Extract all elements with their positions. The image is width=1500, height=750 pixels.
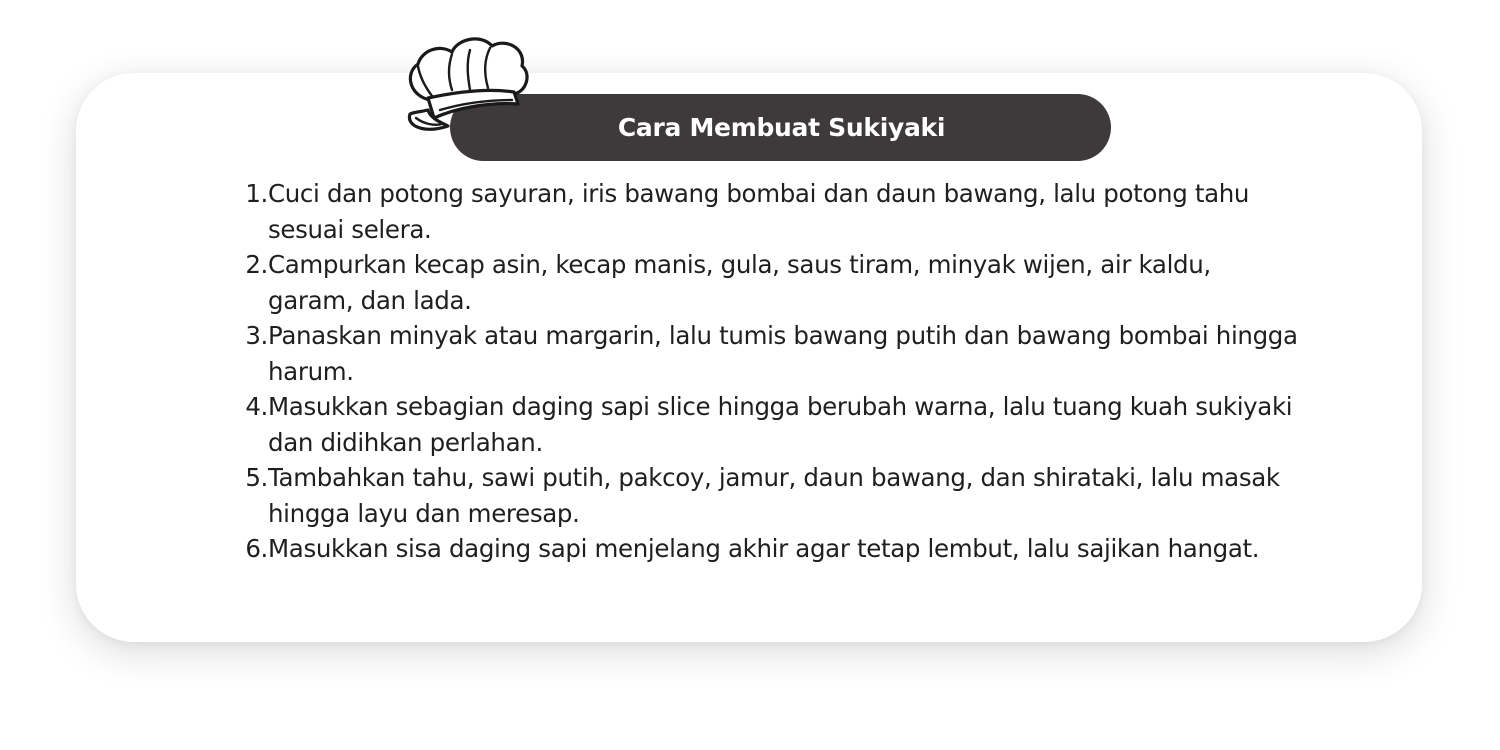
step-text: Tambahkan tahu, sawi putih, pakcoy, jamur, daun bawang, dan shirataki, lalu masak hingga layu dan meresap.: [268, 463, 1280, 528]
step-number: 5.: [245, 463, 268, 492]
step-number: 1.: [245, 179, 268, 208]
step-number: 6.: [245, 534, 268, 563]
list-item: [240, 460, 1300, 531]
step-text: Campurkan kecap asin, kecap manis, gula, saus tiram, minyak wijen, air kaldu, garam, dan lada.: [268, 250, 1211, 315]
step-number: 4.: [245, 392, 268, 421]
step-text: Cuci dan potong sayuran, iris bawang bombai dan daun bawang, lalu potong tahu sesuai selera.: [268, 179, 1250, 244]
step-number: 3.: [245, 321, 268, 350]
title-banner: [450, 94, 1111, 161]
chef-hat-icon: [400, 30, 530, 140]
recipe-title: Cara Membuat Sukiyaki: [617, 113, 946, 142]
list-item: [240, 318, 1300, 389]
step-text: Panaskan minyak atau margarin, lalu tumis bawang putih dan bawang bombai hingga harum.: [268, 321, 1298, 386]
list-item: [240, 531, 1300, 567]
step-text: Masukkan sebagian daging sapi slice hingga berubah warna, lalu tuang kuah sukiyaki dan didihkan perlahan.: [268, 392, 1293, 457]
step-text: Masukkan sisa daging sapi menjelang akhir agar tetap lembut, lalu sajikan hangat.: [268, 534, 1260, 563]
step-number: 2.: [245, 250, 268, 279]
list-item: [240, 247, 1300, 318]
list-item: [240, 389, 1300, 460]
list-item: [240, 176, 1300, 247]
steps-list: [240, 176, 1300, 567]
